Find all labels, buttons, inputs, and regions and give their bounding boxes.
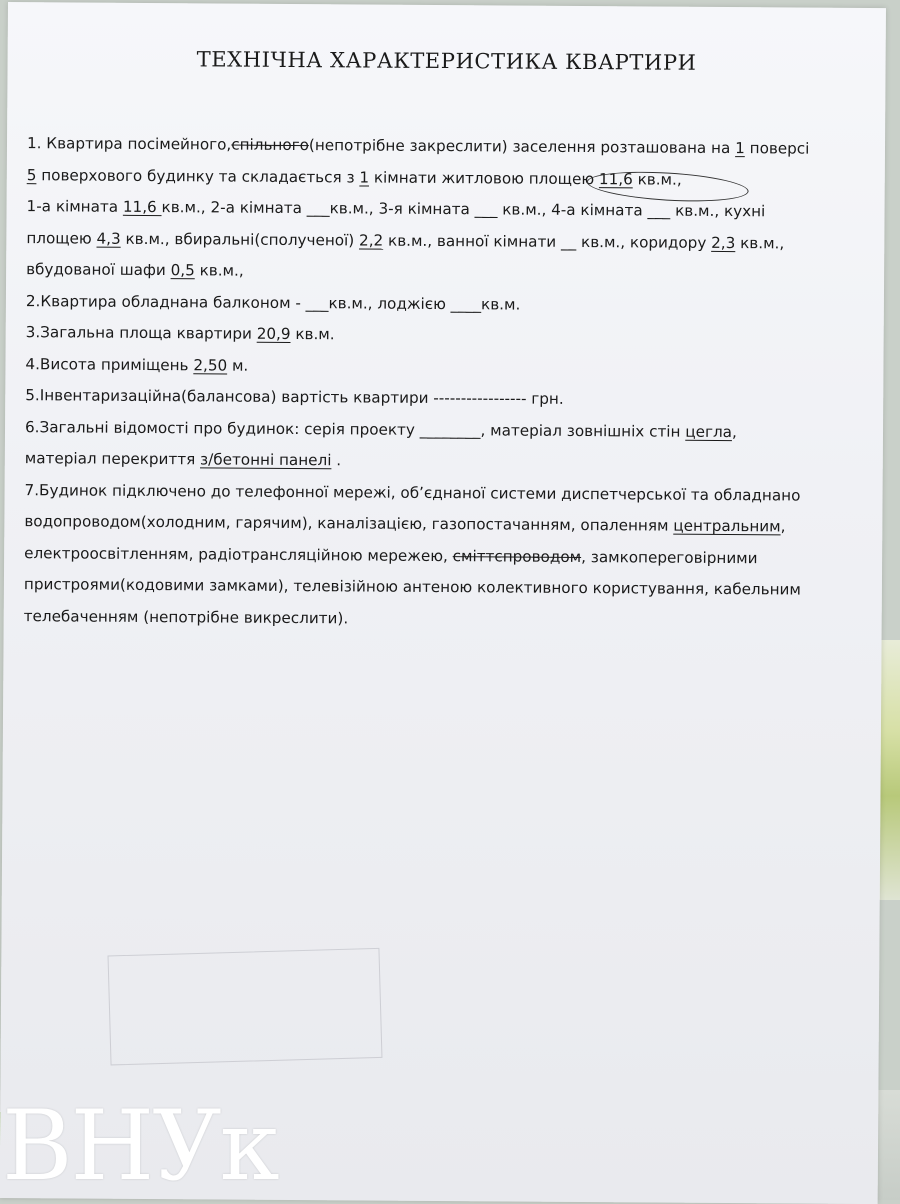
line-6: 2.Квартира обладнана балконом - ___кв.м., лоджією ____кв.м. xyxy=(25,291,521,314)
filled-value: 11,6 xyxy=(122,197,162,217)
filled-value: 1 xyxy=(359,167,370,187)
filled-value: 20,9 xyxy=(256,324,291,343)
filled-value: 1 xyxy=(735,139,745,158)
show-through-stamp xyxy=(108,948,383,1066)
line-16: телебаченням (непотрібне викреслити). xyxy=(23,606,349,627)
line-7: 3.Загальна площа квартири 20,9 кв.м. xyxy=(25,323,335,344)
page-title: ТЕХНІЧНА ХАРАКТЕРИСТИКА КВАРТИРИ xyxy=(196,47,697,75)
filled-value: 4,3 xyxy=(96,229,121,248)
line-1: 1. Квартира посімейного,спільного(непотрібне закреслити) заселення розташована на 1 поверсі xyxy=(26,134,810,158)
struck-text: спільного xyxy=(231,135,310,155)
line-10: 6.Загальні відомості про будинок: серія проекту ________, матеріал зовнішніх стін цегла, xyxy=(24,417,737,441)
line-3: 1-а кімната 11,6 кв.м., 2-а кімната ___кв.м., 3-я кімната ___ кв.м., 4-а кімната ___ кв.м., кухні xyxy=(26,197,766,221)
line-9: 5.Інвентаризаційна(балансова) вартість квартири ----------------- грн. xyxy=(25,386,564,408)
struck-text: сміттєпроводом xyxy=(452,546,582,566)
filled-value: центральним xyxy=(673,516,781,536)
line-5: вбудованої шафи 0,5 кв.м., xyxy=(26,260,244,280)
filled-value: 2,50 xyxy=(193,355,228,375)
line-2: 5 поверхового будинку та складається з 1 кімнати житловою площею 11,6 кв.м., xyxy=(27,160,855,197)
filled-value: 2,2 xyxy=(359,230,384,250)
line-13: водопроводом(холодним, гарячим), каналізацією, газопостачанням, опаленням центральним, xyxy=(24,512,786,536)
filled-value: 5 xyxy=(26,165,37,184)
document-page xyxy=(0,2,886,1204)
filled-value: 0,5 xyxy=(170,261,195,280)
watermark-logo: ВНУк xyxy=(2,1090,278,1202)
circled-area: 11,6 кв.м., xyxy=(599,170,682,189)
filled-value: 11,6 xyxy=(598,169,633,188)
document-body xyxy=(24,128,855,638)
line-12: 7.Будинок підключено до телефонної мережі, об’єднаної системи диспетчерської та обладнано xyxy=(24,480,801,505)
line-15: пристроями(кодовими замками), телевізійною антеною колективного користування, кабельним xyxy=(23,575,801,599)
filled-value: цегла xyxy=(685,422,733,441)
line-11: матеріал перекриття з/бетонні панелі . xyxy=(24,449,342,470)
filled-value: з/бетонні панелі xyxy=(200,450,332,470)
line-4: площею 4,3 кв.м., вбиральні(сполученої) 2,2 кв.м., ванної кімнати __ кв.м., коридору 2,3 кв.м., xyxy=(26,228,785,252)
line-8: 4.Висота приміщень 2,50 м. xyxy=(25,354,249,375)
line-14: електроосвітленням, радіотрансляційною мережею, сміттєпроводом, замкопереговірними xyxy=(24,543,758,567)
filled-value: 2,3 xyxy=(711,233,736,252)
